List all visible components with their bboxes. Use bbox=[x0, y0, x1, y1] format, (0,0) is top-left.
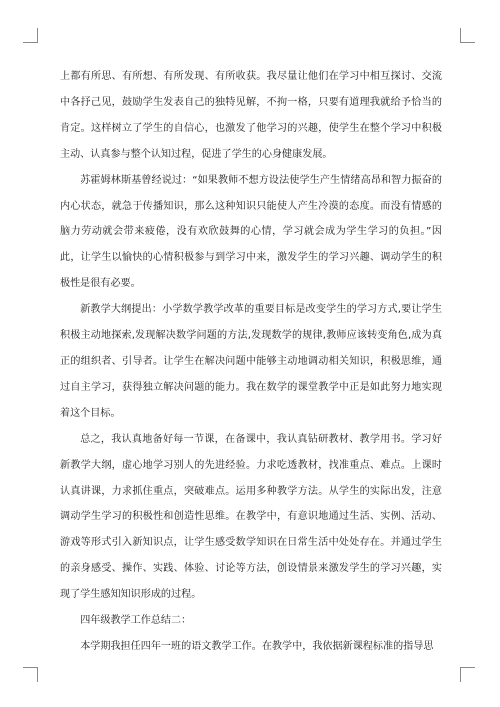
paragraph-continued: 上都有所思、有所想、有所发现、有所收获。我尽量让他们在学习中相互探讨、交流中各抒己见，鼓励学生发表自己的独特见解，不拘一格，只要有道理我就给予恰当的肯定。这样树立了学生的自信心，也激发了他学习的兴趣，使学生在整个学习中积极主动、认真参与整个认知过程，促进了学生的心身健康发展。 bbox=[60, 71, 442, 160]
paragraph-summary: 总之，我认真地备好每一节课，在备课中，我认真钻研教材、教学用书。学习好新教学大纲，虚心地学习别人的先进经验。力求吃透教材，找准重点、难点。上课时认真讲课，力求抓住重点，突破难点。运用多种教学方法。从学生的实际出发，注意调动学生学习的积极性和创造性思维。在教学中，有意识地通过生活、实例、活动、游戏等形式引入新知识点，让学生感受数学知识在日常生活中处处存在。并通过学生的亲身感受、操作、实践、体验、讨论等方法，创设情景来激发学生的学习兴趣，实现了学生感知知识形成的过程。 bbox=[60, 433, 442, 601]
crop-mark-bottom-right bbox=[460, 667, 475, 682]
crop-mark-bottom-left bbox=[23, 667, 38, 682]
document-body bbox=[60, 64, 442, 660]
paragraph-semester: 本学期我担任四年一班的语文教学工作。在教学中，我依据新课程标准的指导思 bbox=[80, 640, 434, 652]
paragraph-new-syllabus: 新教学大纲提出：小学数学教学改革的重要目标是改变学生的学习方式,要让学生积极主动地探索,发现解决数学问题的方法,发现数学的规律,教师应该转变角色,成为真正的组织者、引导者。让学生在解决问题中能够主动地调动相关知识，积极思维，通过自主学习，获得独立解决问题的能力。我在数学的课堂教学中正是如此努力地实现着这个目标。 bbox=[60, 304, 442, 419]
paragraph-quote-suhomlinsky: 苏霍姆林斯基曾经说过：“如果教师不想方设法使学生产生情绪高昂和智力振奋的内心状态，就急于传播知识，那么这种知识只能使人产生冷漠的态度。而没有情感的脑力劳动就会带来疲倦，没有欢欣鼓舞的心情，学习就会成为学生学习的负担。”因此，让学生以愉快的心情积极参与到学习中来，激发学生的学习兴趣、调动学生的积极性是很有必要。 bbox=[60, 174, 442, 290]
crop-mark-top-left bbox=[23, 28, 38, 43]
crop-mark-top-right bbox=[460, 28, 475, 43]
section-heading: 四年级教学工作总结二： bbox=[80, 615, 192, 627]
